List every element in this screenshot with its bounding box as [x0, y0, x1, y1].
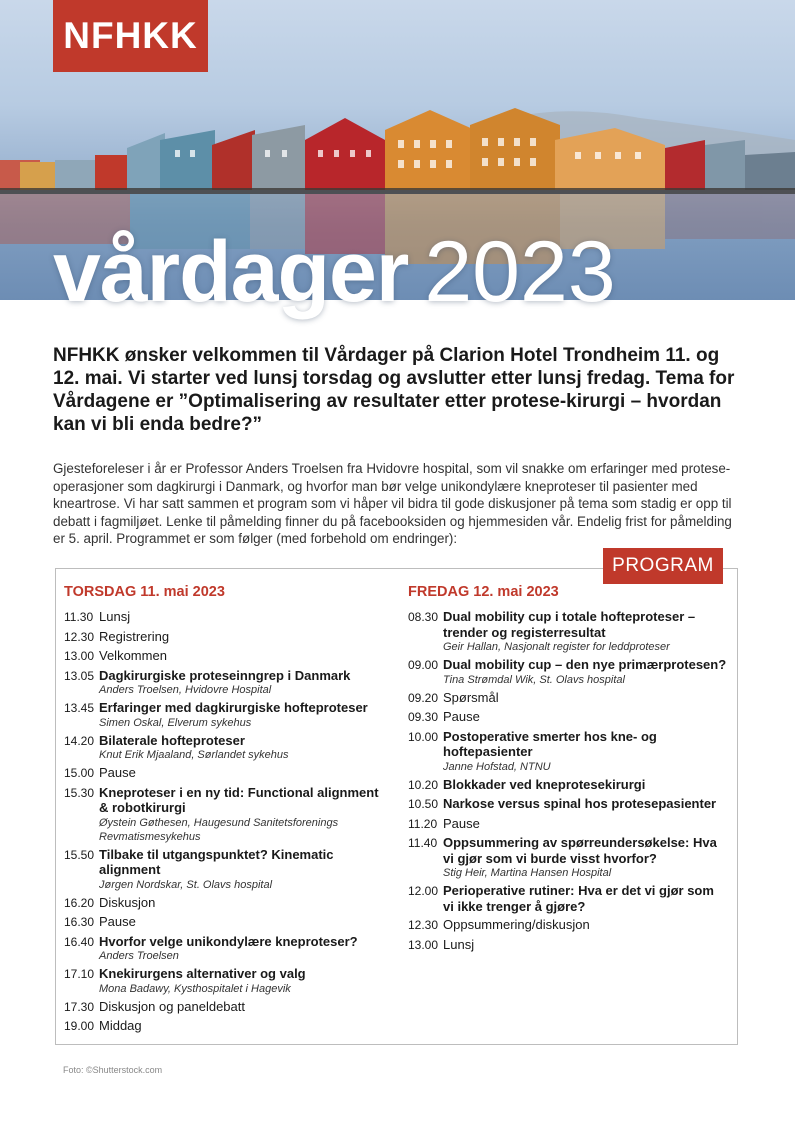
schedule-row	[408, 835, 728, 880]
schedule-item	[99, 934, 384, 964]
schedule-time: 16.20	[64, 895, 95, 910]
schedule-row	[64, 914, 384, 931]
session-speaker: Simen Oskal, Elverum sykehus	[99, 716, 252, 729]
schedule-row	[64, 668, 384, 698]
schedule-item	[443, 657, 728, 687]
session-title: Perioperative rutiner: Hva er det vi gjør som vi ikke trenger å gjøre?	[443, 883, 714, 914]
session-speaker: Mona Badawy, Kysthospitalet i Hagevik	[99, 982, 291, 995]
schedule-item	[443, 690, 728, 707]
schedule-item	[443, 709, 728, 726]
day-title: FREDAG 12. mai 2023	[408, 584, 559, 600]
schedule-item	[443, 883, 728, 914]
schedule-time: 08.30	[408, 610, 439, 624]
schedule-item	[99, 895, 384, 912]
schedule-row	[408, 690, 728, 707]
schedule-time: 10.00	[408, 729, 439, 744]
schedule-row	[64, 609, 384, 626]
schedule-item	[99, 966, 384, 996]
schedule-row	[408, 883, 728, 914]
schedule-time: 11.40	[408, 836, 438, 850]
session-speaker: Anders Troelsen	[99, 950, 179, 962]
schedule-time: 09.20	[408, 690, 439, 705]
schedule-row	[408, 816, 728, 833]
schedule-time: 15.50	[64, 847, 95, 862]
schedule-item	[99, 648, 384, 665]
schedule-row	[408, 709, 728, 726]
schedule-list	[64, 609, 384, 1035]
schedule-time: 12.30	[64, 629, 95, 644]
schedule-item	[443, 937, 728, 954]
schedule-time: 13.05	[64, 668, 95, 683]
session-title: Spørsmål	[443, 689, 499, 705]
session-title: Oppsummering/diskusjon	[443, 917, 590, 932]
schedule-time: 15.00	[64, 766, 95, 780]
schedule-item	[99, 733, 384, 763]
program-tag-label: PROGRAM	[612, 555, 714, 576]
schedule-row	[64, 999, 384, 1016]
session-speaker: Jørgen Nordskar, St. Olavs hospital	[99, 878, 273, 891]
session-title: Pause	[443, 815, 480, 831]
schedule-row	[64, 648, 384, 665]
schedule-item	[99, 847, 384, 892]
schedule-item	[99, 999, 384, 1016]
schedule-time: 12.00	[408, 884, 439, 898]
session-title: Narkose versus spinal hos protesepasienter	[443, 796, 717, 811]
session-title: Postoperative smerter hos kne- og hoftepasienter	[443, 728, 657, 759]
session-title: Middag	[99, 1018, 142, 1033]
session-title: Tilbake til utgangspunktet? Kinematic alignment	[99, 846, 334, 877]
schedule-row	[64, 733, 384, 763]
photo-credit: Foto: ©Shutterstock.com	[63, 1065, 163, 1075]
schedule-row	[64, 700, 384, 730]
schedule-item	[99, 1018, 384, 1035]
session-speaker: Janne Hofstad, NTNU	[443, 760, 551, 773]
schedule-item	[443, 796, 728, 813]
session-title: Diskusjon	[99, 894, 156, 910]
schedule-row	[64, 966, 384, 996]
session-speaker: Øystein Gøthesen, Haugesund Sanitetsforenings Revmatismesykehus	[99, 816, 339, 843]
schedule-time: 11.30	[64, 610, 94, 624]
schedule-time: 15.30	[64, 785, 95, 800]
session-title: Registrering	[99, 628, 170, 644]
schedule-time: 16.40	[64, 934, 95, 949]
schedule-time: 10.50	[408, 797, 439, 811]
nfhkk-logo	[53, 0, 208, 72]
schedule-item	[443, 609, 728, 654]
schedule-time: 09.00	[408, 658, 439, 672]
intro-paragraph: NFHKK ønsker velkommen til Vårdager på Clarion Hotel Trondheim 11. og 12. mai. Vi starter ved lunsj torsdag og avslutter etter lunsj fredag. Tema for Vårdagene er ”Optimalisering av resultater etter protese-kirurgi – hvordan kan vi bli enda bedre?”	[53, 345, 735, 435]
schedule-time: 13.45	[64, 701, 95, 715]
schedule-time: 13.00	[408, 937, 439, 952]
session-title: Velkommen	[99, 648, 167, 663]
session-speaker: Anders Troelsen, Hvidovre Hospital	[99, 684, 272, 696]
session-speaker: Knut Erik Mjaaland, Sørlandet sykehus	[99, 749, 289, 761]
session-title: Dual mobility cup i totale hofteproteser – trender og registerresultat	[443, 609, 696, 640]
schedule-time: 17.10	[64, 967, 95, 981]
schedule-time: 11.20	[408, 816, 438, 831]
schedule-row	[64, 629, 384, 646]
session-title: Oppsummering av spørreundersøkelse: Hva vi gjør som vi burde visst hvorfor?	[443, 835, 717, 866]
session-title: Diskusjon og paneldebatt	[99, 998, 245, 1014]
session-title: Lunsj	[443, 936, 475, 952]
schedule-row	[408, 609, 728, 654]
session-title: Pause	[99, 914, 136, 929]
session-speaker: Stig Heir, Martina Hansen Hospital	[443, 867, 612, 879]
schedule-item	[99, 609, 384, 626]
session-title: Bilaterale hofteproteser	[99, 732, 245, 748]
session-title: Lunsj	[99, 609, 131, 624]
event-title	[53, 222, 616, 322]
schedule-item	[443, 816, 728, 833]
session-speaker: Tina Strømdal Wik, St. Olavs hospital	[443, 673, 625, 686]
day-friday	[408, 584, 728, 956]
schedule-item	[99, 765, 384, 782]
schedule-time: 12.30	[408, 918, 439, 932]
session-title: Erfaringer med dagkirurgiske hofteproteser	[99, 700, 368, 715]
day-title: TORSDAG 11. mai 2023	[64, 584, 225, 600]
schedule-item	[443, 777, 728, 794]
schedule-time: 19.00	[64, 1019, 95, 1033]
session-title: Pause	[99, 765, 136, 780]
title-year: 2023	[424, 224, 616, 320]
schedule-row	[408, 657, 728, 687]
schedule-list	[408, 609, 728, 953]
schedule-time: 16.30	[64, 915, 95, 929]
session-speaker: Geir Hallan, Nasjonalt register for leddproteser	[443, 641, 670, 653]
body-paragraph: Gjesteforeleser i år er Professor Anders Troelsen fra Hvidovre hospital, som vil snakke om erfaringer med protese-operasjoner som dagkirurgi i Danmark, og hvorfor man bør velge unikondylære kneproteser til pasienter med kneartrose. Vi har satt sammen et program som vi håper vil bidra til gode diskusjoner på tema som stadig er opp til debatt i fagmiljøet. Lenke til påmelding finner du på facebooksiden og hjemmesiden vår. Endelig frist for påmelding er 5. april. Programmet er som følger (med forbehold om endringer):	[53, 461, 732, 546]
schedule-item	[443, 729, 728, 774]
schedule-time: 17.30	[64, 999, 95, 1014]
schedule-time: 09.30	[408, 710, 439, 724]
schedule-item	[99, 700, 384, 730]
schedule-item	[99, 914, 384, 931]
schedule-item	[99, 629, 384, 646]
session-title: Knekirurgens alternativer og valg	[99, 966, 306, 981]
session-title: Blokkader ved kneprotesekirurgi	[443, 776, 646, 792]
schedule-row	[408, 937, 728, 954]
schedule-row	[64, 895, 384, 912]
schedule-item	[99, 785, 384, 844]
session-title: Hvorfor velge unikondylære kneproteser?	[99, 933, 358, 949]
title-word: vårdager	[53, 224, 409, 320]
schedule-row	[64, 847, 384, 892]
schedule-row	[64, 934, 384, 964]
session-title: Dagkirurgiske proteseinngrep i Danmark	[99, 667, 351, 683]
schedule-row	[408, 796, 728, 813]
session-title: Kneproteser i en ny tid: Functional alignment & robotkirurgi	[99, 784, 379, 815]
schedule-time: 10.20	[408, 777, 439, 792]
schedule-row	[64, 765, 384, 782]
schedule-row	[408, 729, 728, 774]
session-title: Pause	[443, 709, 480, 724]
logo-text: NFHKK	[63, 15, 198, 56]
program-tag	[603, 548, 723, 584]
schedule-time: 14.20	[64, 733, 95, 748]
schedule-row	[408, 917, 728, 934]
schedule-row	[64, 1018, 384, 1035]
schedule-item	[443, 835, 728, 880]
session-title: Dual mobility cup – den nye primærprotesen?	[443, 657, 727, 672]
schedule-row	[408, 777, 728, 794]
schedule-item	[443, 917, 728, 934]
schedule-item	[99, 668, 384, 698]
schedule-row	[64, 785, 384, 844]
day-thursday	[64, 584, 384, 1038]
schedule-time: 13.00	[64, 649, 95, 663]
